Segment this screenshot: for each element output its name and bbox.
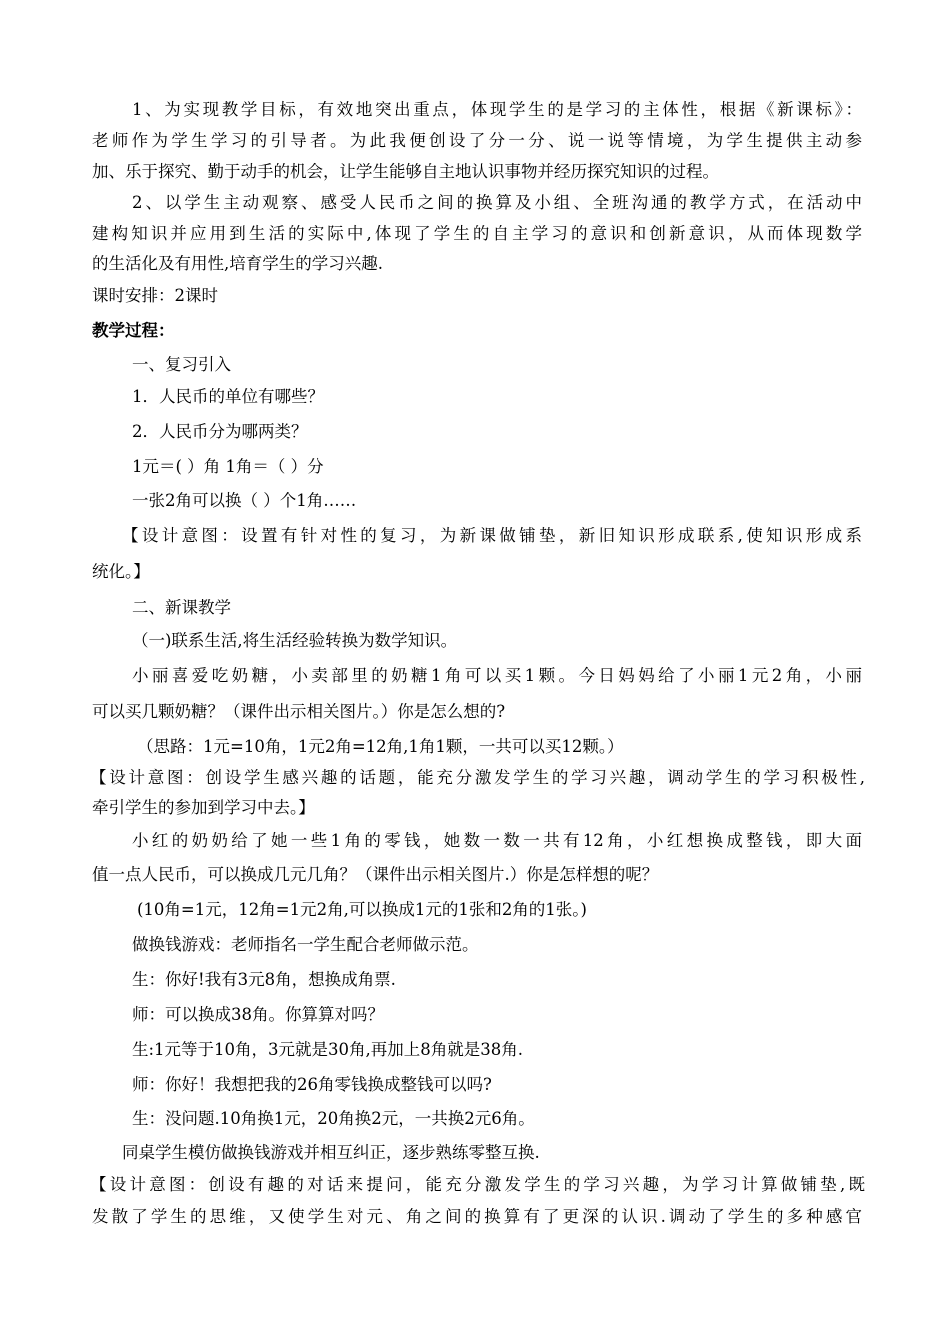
dialogue-line-1: 生：你好!我有3元8角，想换成角票. [132,970,396,989]
para1-line1: 1、为实现教学目标，有效地突出重点，体现学生的是学习的主体性，根据《新课标》： [132,100,862,119]
section1-title: 一、复习引入 [132,355,231,374]
game-line: 做换钱游戏：老师指名一学生配合老师做示范。 [132,935,479,954]
subsection1-title: （一)联系生活,将生活经验转换为数学知识。 [132,631,458,650]
para2-line2: 建构知识并应用到生活的实际中,体现了学生的自主学习的意识和创新意识，从而体现数学 [92,224,862,243]
review-question-1: 1．人民币的单位有哪些？ [132,387,324,406]
dialogue-line-3: 生:1元等于10角，3元就是30角,再加上8角就是38角. [132,1040,524,1059]
story1-line2: 可以买几颗奶糖？（课件出示相关图片。）你是怎么想的? [92,702,506,721]
dialogue-line-5: 生：没问题.10角换1元，20角换2元，一共换2元6角。 [132,1109,535,1128]
dialogue-line-2: 师：可以换成38角。你算算对吗？ [132,1005,384,1024]
para1-line3: 加、乐于探究、勤于动手的机会，让学生能够自主地认识事物并经历探究知识的过程。 [92,162,719,181]
intent1-line2: 统化。】 [92,562,150,581]
review-question-4: 一张2角可以换（ ）个1角…… [132,491,357,510]
para1-line2: 老师作为学生学习的引导者。为此我便创设了分一分、说一说等情境，为学生提供主动参 [92,131,862,150]
intent2-line2: 牵引学生的参加到学习中去。】 [92,798,315,817]
story1-line1: 小丽喜爱吃奶糖，小卖部里的奶糖1角可以买1颗。今日妈妈给了小丽1元2角，小丽 [132,666,862,685]
section2-title: 二、新课教学 [132,598,231,617]
intent2-line1: 【设计意图：创设学生感兴趣的话题，能充分激发学生的学习兴趣，调动学生的学习积极性, [90,768,865,787]
review-question-2: 2．人民币分为哪两类？ [132,422,308,441]
intent3-line1: 【设计意图：创设有趣的对话来提问，能充分激发学生的学习兴趣，为学习计算做铺垫,既 [90,1175,865,1194]
intent3-line2: 发散了学生的思维，又使学生对元、角之间的换算有了更深的认识.调动了学生的多种感官 [92,1207,862,1226]
review-question-3: 1元＝( ）角 1角＝（ ）分 [132,457,324,476]
intent1-line1: 【设计意图：设置有针对性的复习，为新课做铺垫，新旧知识形成联系,使知识形成系 [122,526,862,545]
story2-line2: 值一点人民币，可以换成几元几角？（课件出示相关图片.）你是怎样想的呢？ [92,865,659,884]
para2-line1: 2、以学生主动观察、感受人民币之间的换算及小组、全班沟通的教学方式，在活动中 [132,193,862,212]
dialogue-line-4: 师：你好！我想把我的26角零钱换成整钱可以吗? [132,1075,492,1094]
practice-line: 同桌学生模仿做换钱游戏并相互纠正，逐步熟练零整互换. [122,1143,540,1162]
idea1-line: （思路：1元=10角，1元2角=12角,1角1颗，一共可以买12颗。） [137,737,624,756]
schedule-line: 课时安排：2课时 [92,286,218,305]
para2-line3: 的生活化及有用性,培育学生的学习兴趣. [92,254,383,273]
idea2-line: (10角=1元，12角=1元2角,可以换成1元的1张和2角的1张。) [137,900,587,919]
process-heading: 教学过程： [92,321,175,340]
story2-line1: 小红的奶奶给了她一些1角的零钱，她数一数一共有12角，小红想换成整钱，即大面 [132,831,862,850]
